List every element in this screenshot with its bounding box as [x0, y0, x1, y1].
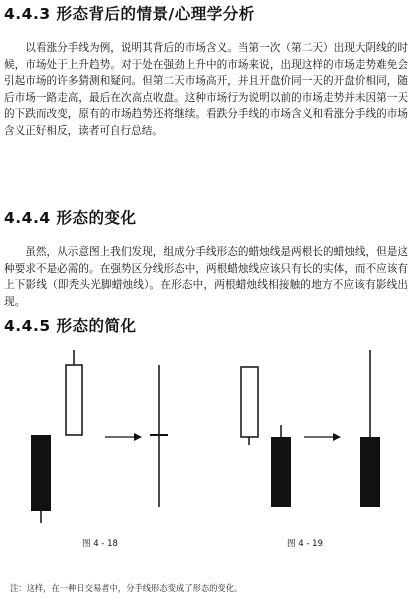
arrow-head [134, 433, 142, 441]
section-paragraph-4-4-4: 虽然，从示意图上我们发现，组成分手线形态的蜡烛线是两根长的蜡烛线，但是这种要求不是必需的。在强势区分线形态中，两根蜡烛线应该只有长的实体，而不应该有上下影线（即秃头光脚蜡烛线）。在形态中，两根蜡烛线相接触的地方不应该有影线出现。 [4, 246, 408, 308]
section-number: 4.4.3 [4, 5, 51, 23]
section-number: 4.4.5 [4, 317, 51, 335]
section-title: 形态的变化 [56, 209, 137, 227]
section-title: 形态背后的情景/心理学分析 [56, 5, 255, 23]
section-heading-4-4-5 [4, 314, 137, 336]
section-heading-4-4-3 [4, 2, 255, 24]
footnote: 注：这样，在一种日交易者中，分手线形态变成了形态的变化。 [10, 583, 243, 593]
section-paragraph-4-4-3: 以看涨分手线为例，说明其背后的市场含义。当第一次（第二天）出现大阴线的时候，市场处于上升趋势。对于处在强劲上升中的市场来说，出现这样的市场走势难免会引起市场的许多猜测和疑问。但第二天市场高开，并且开盘价同一天的开盘价相同，随后市场一路走高，最后在次高点收盘。这种市场行为说明以前的市场走势并未因第一天的下跌而改变，原有的市场趋势还将继续。看跌分手线的市场含义和看涨分手线的市场含义正好相反，读者可自行总结。 [4, 42, 408, 137]
section-number: 4.4.4 [4, 209, 51, 227]
candlestick-figures [0, 345, 414, 540]
combined-black-candle [360, 437, 380, 507]
arrow-head [333, 433, 341, 441]
black-candle [271, 437, 291, 507]
figure-4-19 [241, 350, 380, 507]
section-title: 形态的简化 [56, 317, 137, 335]
black-candle [31, 435, 51, 511]
white-candle [241, 367, 258, 437]
figure-4-18 [31, 350, 168, 523]
white-candle [66, 365, 82, 435]
section-heading-4-4-4 [4, 206, 137, 228]
figure-caption-4-18: 图 4 - 18 [82, 539, 118, 549]
figure-caption-4-19: 图 4 - 19 [287, 539, 323, 549]
